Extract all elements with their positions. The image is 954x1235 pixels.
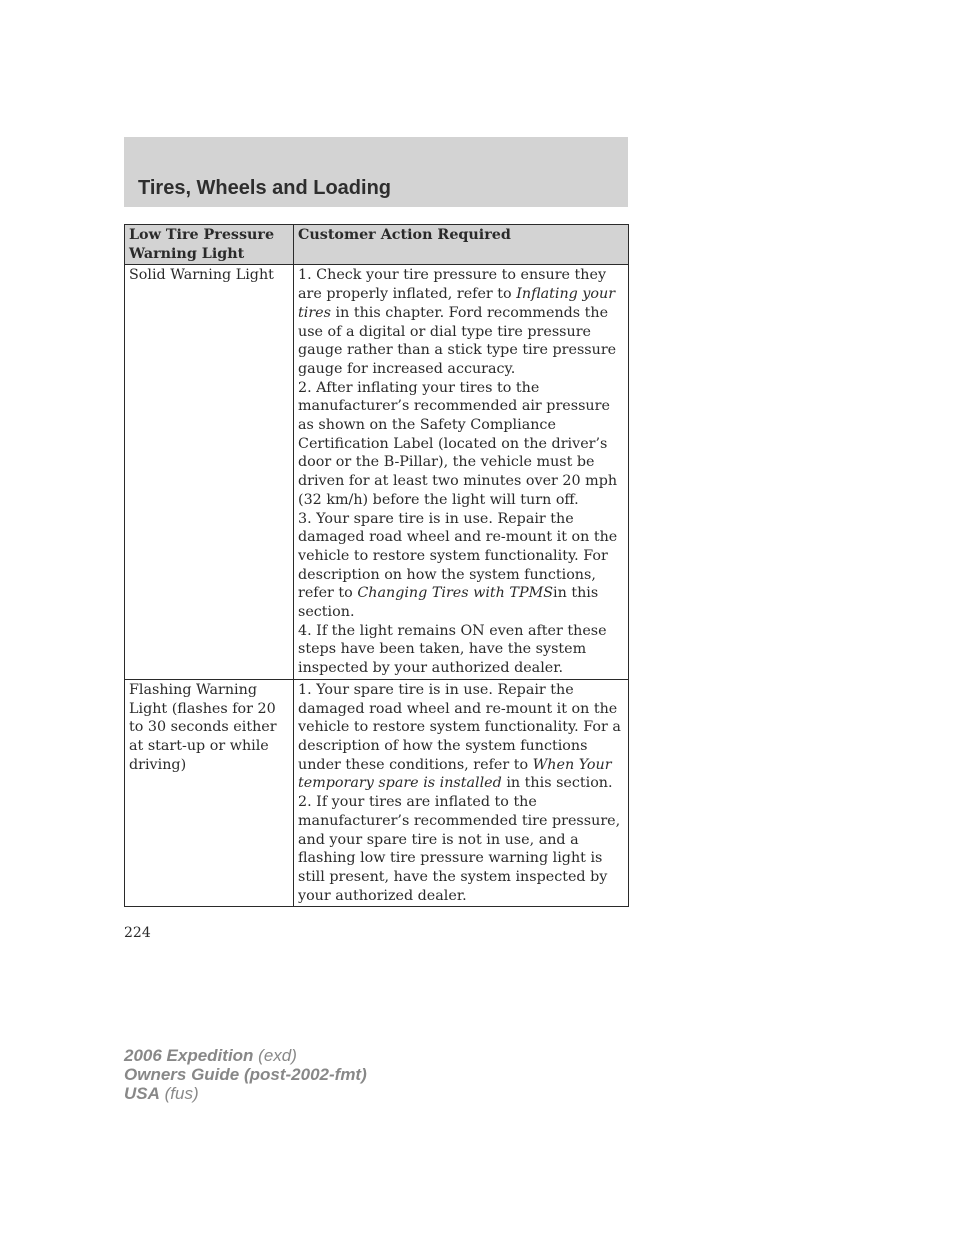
warning-condition-cell: Flashing Warning Light (flashes for 20 to 30 seconds either at start-up or while driving) [125, 679, 294, 906]
cross-reference-text: When Your temporary spare is installed [298, 756, 612, 792]
body-text: in this section. [298, 585, 599, 621]
footer-model-code: (exd) [253, 1046, 297, 1065]
tpms-action-table [124, 224, 629, 907]
section-header-band [124, 137, 628, 207]
table-row [125, 679, 629, 906]
body-text: 1. Your spare tire is in use. Repair the damaged road wheel and re-mount it on the vehicle to restore system functionality. For a description of how the system functions under these conditions, refer to [298, 681, 621, 773]
table-header-row [125, 225, 629, 265]
section-title: Tires, Wheels and Loading [138, 177, 392, 199]
page-number: 224 [124, 925, 151, 941]
body-text: 4. If the light remains ON even after these steps have been taken, have the system inspected by your authorized dealer. [298, 622, 607, 677]
warning-condition-cell: Solid Warning Light [125, 265, 294, 679]
footer-market-code: (fus) [159, 1084, 199, 1103]
body-text: 2. After inflating your tires to the manufacturer’s recommended air pressure as shown on the Safety Compliance Certification Label (located on the driver’s door or the B-Pillar), the vehicle must be driven for at least two minutes over 20 mph (32 km/h) before the light will turn off. [298, 379, 618, 508]
footer-line [124, 1065, 367, 1084]
column-header-customer-action: Customer Action Required [294, 225, 629, 265]
document-footer [124, 1046, 367, 1103]
cross-reference-text: Inflating your tires [298, 286, 616, 321]
body-text: 2. If your tires are inflated to the manufacturer’s recommended tire pressure, and your spare tire is not in use, and a flashing low tire pressure warning light is still present, have the system inspected by your authorized dealer. [298, 794, 621, 904]
body-text: 1. Check your tire pressure to ensure they are properly inflated, refer to [298, 267, 607, 303]
body-text: in this section. [501, 775, 613, 792]
footer-line [124, 1046, 367, 1065]
footer-line [124, 1084, 367, 1103]
body-text: 3. Your spare tire is in use. Repair the damaged road wheel and re-mount it on the vehicle to restore system functionality. For description on how the system functions, refer to [298, 510, 618, 602]
cross-reference-text: Changing Tires with TPMS [357, 585, 554, 602]
table-row [125, 265, 629, 679]
footer-market: USA [124, 1084, 160, 1103]
footer-model: 2006 Expedition [124, 1046, 254, 1065]
body-text: in this chapter. Ford recommends the use of a digital or dial type tire pressure gauge rather than a stick type tire pressure gauge for increased accuracy. [298, 304, 617, 377]
footer-guide: Owners Guide (post-2002-fmt) [124, 1065, 367, 1084]
customer-action-cell [294, 265, 629, 679]
customer-action-cell [294, 679, 629, 906]
column-header-warning-light: Low Tire Pressure Warning Light [125, 225, 294, 265]
